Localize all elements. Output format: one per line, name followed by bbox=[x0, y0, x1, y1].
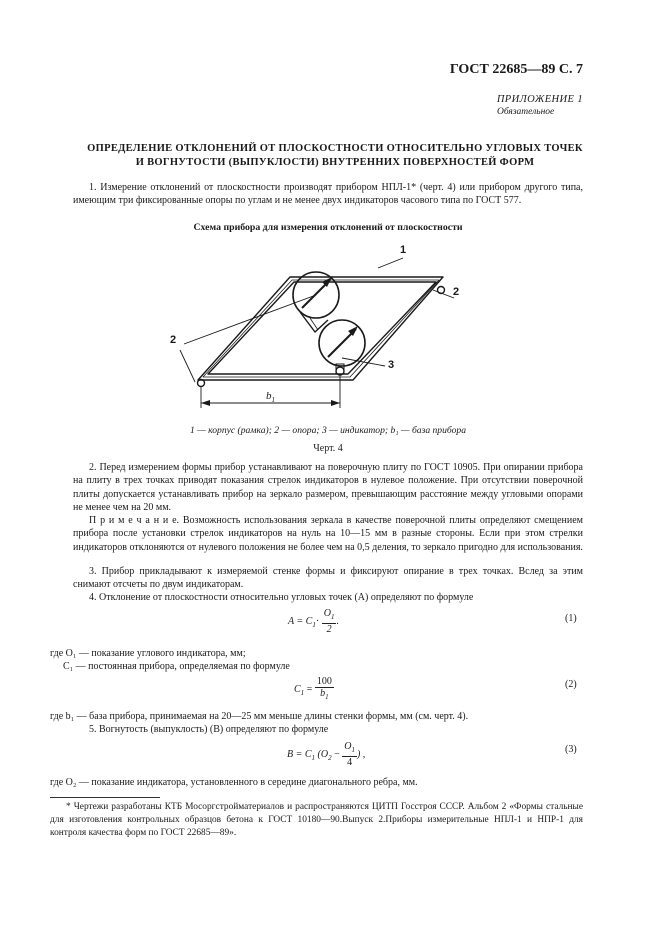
eq3-sub: 1 bbox=[311, 753, 316, 762]
eq3-o2-sub: 2 bbox=[328, 753, 332, 762]
eq3-open: (O bbox=[315, 748, 329, 760]
eq2-num: 100 bbox=[316, 676, 332, 687]
page-header: ГОСТ 22685—89 С. 7 bbox=[449, 62, 583, 77]
paragraph-4: 4. Отклонение от плоскостности относительно угловых точек (A) определяют по формуле bbox=[89, 592, 474, 603]
eq1-num-sub: 1 bbox=[330, 613, 335, 621]
frame-outer bbox=[198, 277, 443, 380]
paragraph-3: 3. Прибор прикладывают к измеряемой стенке формы и фиксируют опирание в трех точках. Вслед за этим снимают отсчеты по двум индикаторам. bbox=[73, 566, 583, 591]
label-1: 1 bbox=[400, 244, 407, 256]
label-3: 3 bbox=[388, 359, 395, 371]
section-title-line-1: ОПРЕДЕЛЕНИЕ ОТКЛОНЕНИЙ ОТ ПЛОСКОСТНОСТИ ОТНОСИТЕЛЬНО УГЛОВЫХ ТОЧЕК bbox=[87, 143, 583, 154]
label-b-sub: 1 bbox=[271, 396, 275, 405]
where-o2: где O₂ — показание индикатора, установленного в середине диагонального ребра, мм. bbox=[50, 777, 418, 788]
eq3-num-sub: 1 bbox=[351, 746, 355, 754]
eq2-den-sub: 1 bbox=[325, 693, 329, 701]
frame-inner bbox=[208, 282, 436, 374]
appendix-status: Обязательное bbox=[497, 107, 555, 117]
note: П р и м е ч а н и е. Возможность использования зеркала в качестве поверочной плиты определяют смещением прибора после установки стрелок индикаторов на нуль на 10—15 мм в разные стороны. Если при этом стрелки индикаторов отклоняются от нулевого положения не более чем на 0,5 деления, то зеркало пригодно для использования. bbox=[73, 515, 583, 553]
eq3-lhs: B = C bbox=[287, 748, 312, 760]
where-c1: C₁ — постоянная прибора, определяемая по формуле bbox=[63, 661, 290, 672]
figure-caption: 1 — корпус (рамка); 2 — опора; 3 — индикатор; b₁ — база прибора bbox=[190, 425, 466, 436]
equation-1 bbox=[288, 608, 339, 635]
eq1-end: . bbox=[336, 615, 339, 627]
eq2-sub: 1 bbox=[300, 688, 305, 697]
eq1-num: O bbox=[323, 608, 331, 619]
label-2-right: 2 bbox=[453, 286, 460, 298]
footnote-rule bbox=[50, 797, 160, 798]
equation-2 bbox=[294, 676, 334, 703]
equation-3 bbox=[287, 741, 365, 768]
equation-3-number: (3) bbox=[565, 744, 577, 755]
eq2-fraction bbox=[315, 676, 334, 703]
eq1-sub: 1 bbox=[312, 620, 316, 629]
eq3-minus: − bbox=[331, 748, 343, 760]
eq3-fraction bbox=[342, 741, 357, 768]
section-title bbox=[40, 142, 630, 170]
paragraph-1: 1. Измерение отклонений от плоскостности производят прибором НПЛ-1* (черт. 4) или прибором другого типа, имеющим три фиксированные опоры по углам и не менее двух индикаторов часового типа по ГОСТ 577. bbox=[73, 182, 583, 207]
eq3-close: ) , bbox=[356, 748, 366, 760]
where-o1: где O₁ — показание углового индикатора, мм; bbox=[50, 648, 246, 659]
eq2-den: b bbox=[320, 688, 326, 699]
eq2-eq: = bbox=[304, 683, 315, 695]
appendix-title: ПРИЛОЖЕНИЕ 1 bbox=[496, 94, 583, 105]
eq2-lhs: C bbox=[294, 683, 301, 695]
where-b1: где b₁ — база прибора, принимаемая на 20—25 мм меньше длины стенки формы, мм (см. черт. 4). bbox=[50, 711, 469, 722]
eq1-fraction bbox=[322, 608, 337, 635]
label-2-left: 2 bbox=[170, 334, 177, 346]
label-b1 bbox=[266, 390, 275, 404]
paragraph-2: 2. Перед измерением формы прибор устанавливают на поверочную плиту по ГОСТ 10905. При опирании прибора на плиту в трех точках приводят показания стрелок индикаторов в нулевое положение. При отсутствии поверочной плиты допускается устанавливать прибор на зеркало размером, превышающим расстояние между угловыми опорами не менее чем на 20 мм. bbox=[73, 462, 583, 513]
eq1-den: 2 bbox=[326, 624, 332, 635]
figure-title: Схема прибора для измерения отклонений от плоскостности bbox=[193, 222, 463, 233]
device-diagram bbox=[160, 240, 480, 420]
equation-1-number: (1) bbox=[565, 613, 577, 624]
eq3-num: O bbox=[344, 741, 352, 752]
label-b: b bbox=[266, 390, 272, 402]
eq1-dot: · bbox=[315, 615, 320, 627]
figure-number: Черт. 4 bbox=[313, 443, 343, 454]
eq3-den: 4 bbox=[347, 757, 353, 768]
equation-2-number: (2) bbox=[565, 679, 577, 690]
footnote: * Чертежи разработаны КТБ Мосоргстройматериалов и распространяются ЦИТП Госстроя СССР. Альбом 2 «Формы стальные для изготовления контрольных образцов бетона к ГОСТ 10180—90.Выпуск 2.Приборы измерительные НПЛ-1 и НПР-1 для контроля качества форм по ГОСТ 22685—89». bbox=[50, 802, 583, 838]
eq1-lhs: A = C bbox=[288, 615, 313, 627]
section-title-line-2: И ВОГНУТОСТИ (ВЫПУКЛОСТИ) ВНУТРЕННИХ ПОВЕРХНОСТЕЙ ФОРМ bbox=[135, 157, 535, 168]
paragraph-5: 5. Вогнутость (выпуклость) (B) определяют по формуле bbox=[89, 724, 329, 735]
